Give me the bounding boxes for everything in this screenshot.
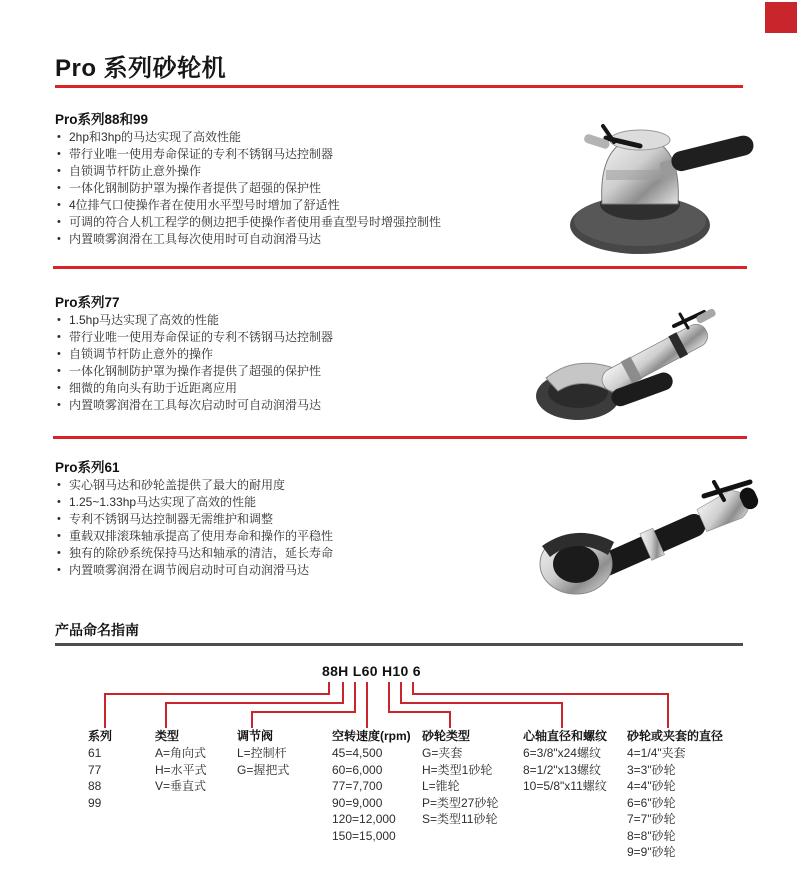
value-item: 120=12,000 <box>332 812 396 826</box>
connector-line <box>388 711 451 713</box>
connector-line <box>400 702 563 704</box>
vertical-grinder-illustration <box>548 112 768 262</box>
title-rule <box>55 85 743 88</box>
connector-line <box>165 702 344 704</box>
column-header-speed: 空转速度(rpm) <box>332 729 411 743</box>
connector-line <box>354 682 356 713</box>
value-item: S=类型11砂轮 <box>422 812 498 826</box>
value-item: A=角向式 <box>155 746 207 760</box>
value-item: P=类型27砂轮 <box>422 795 499 810</box>
feature-item: • 一体化钢制防护罩为操作者提供了超强的保护性 <box>55 363 505 380</box>
air-inlet <box>695 308 716 324</box>
value-item: 6=6"砂轮 <box>627 795 676 810</box>
connector-line <box>104 693 330 695</box>
connector-line <box>104 693 106 728</box>
value-item: 77=7,700 <box>332 779 383 793</box>
column-header-series: 系列 <box>88 729 113 743</box>
value-item: V=垂直式 <box>155 779 207 793</box>
feature-item: • 自锁调节杆防止意外操作 <box>55 163 505 180</box>
section-heading-77: Pro系列77 <box>55 295 120 310</box>
section-heading-88-99: Pro系列88和99 <box>55 112 149 127</box>
section-divider <box>53 436 747 439</box>
value-item: 4=1/4"夹套 <box>627 746 686 760</box>
section-heading-61: Pro系列61 <box>55 460 120 475</box>
feature-list-61 <box>55 477 505 579</box>
feature-item: • 一体化钢制防护罩为操作者提供了超强的保护性 <box>55 180 505 197</box>
column-values-diameter <box>627 745 686 861</box>
angle-grinder-illustration <box>528 292 728 432</box>
value-item: 45=4,500 <box>332 746 383 760</box>
value-item: 9=9"砂轮 <box>627 845 676 859</box>
value-item: 8=1/2"x13螺纹 <box>523 762 601 777</box>
column-values-series <box>88 745 101 811</box>
value-item: G=夹套 <box>422 746 463 760</box>
model-code: 88H L60 H10 6 <box>322 663 421 679</box>
value-item: 6=3/8"x24螺纹 <box>523 746 601 760</box>
value-item: 4=4"砂轮 <box>627 779 676 793</box>
feature-item: • 带行业唯一使用寿命保证的专利不锈钢马达控制器 <box>55 329 505 346</box>
feature-item: • 内置喷雾润滑在工具每次使用时可自动润滑马达 <box>55 231 505 248</box>
connector-line <box>388 682 390 713</box>
feature-item: • 实心钢马达和砂轮盖提供了最大的耐用度 <box>55 477 505 494</box>
connector-line <box>342 682 344 704</box>
connector-line <box>449 711 451 728</box>
column-header-spindle: 心轴直径和螺纹 <box>523 729 608 743</box>
connector-line <box>412 693 669 695</box>
feature-item: • 内置喷雾润滑在调节阀启动时可自动润滑马达 <box>55 562 505 579</box>
feature-item: • 可调的符合人机工程学的侧边把手使操作者使用垂直型号时增强控制性 <box>55 214 505 231</box>
feature-list-77 <box>55 312 505 414</box>
column-header-wheel-type: 砂轮类型 <box>422 729 471 743</box>
value-item: 8=8"砂轮 <box>627 828 676 843</box>
value-item: 90=9,000 <box>332 795 383 810</box>
page-title: Pro 系列砂轮机 <box>55 55 227 82</box>
feature-item: • 独有的除砂系统保持马达和轴承的清洁，延长寿命 <box>55 545 505 562</box>
page-corner-tab <box>765 2 797 33</box>
feature-item: • 1.25~1.33hp马达实现了高效的性能 <box>55 494 505 511</box>
connector-line <box>400 682 402 704</box>
value-item: 88 <box>88 779 102 793</box>
feature-item: • 内置喷雾润滑在工具每次启动时可自动润滑马达 <box>55 397 505 414</box>
feature-item: • 专利不锈钢马达控制器无需维护和调整 <box>55 511 505 528</box>
value-item: G=握把式 <box>237 762 290 777</box>
section-divider <box>53 266 747 269</box>
connector-line <box>561 702 563 728</box>
feature-list-88-99 <box>55 129 505 248</box>
product-photo-88-99 <box>548 112 768 267</box>
value-item: 150=15,000 <box>332 828 396 843</box>
column-values-valve <box>237 745 289 778</box>
horizontal-grinder-illustration <box>528 450 778 610</box>
product-photo-77 <box>528 292 728 437</box>
grinding-wheel <box>553 545 599 583</box>
connector-line <box>667 693 669 728</box>
column-values-wheel-type <box>422 745 498 828</box>
connector-line <box>366 682 368 728</box>
naming-guide-rule <box>55 643 743 646</box>
feature-item: • 带行业唯一使用寿命保证的专利不锈钢马达控制器 <box>55 146 505 163</box>
naming-guide-heading: 产品命名指南 <box>55 622 139 638</box>
value-item: 61 <box>88 746 102 760</box>
connector-line <box>165 702 167 728</box>
value-item: H=类型1砂轮 <box>422 762 493 777</box>
feature-item: • 细微的角向头有助于近距离应用 <box>55 380 505 397</box>
feature-item: • 4位排气口使操作者在使用水平型号时增加了舒适性 <box>55 197 505 214</box>
feature-item: • 重载双排滚珠轴承提高了使用寿命和操作的平稳性 <box>55 528 505 545</box>
value-item: L=锥轮 <box>422 779 460 793</box>
value-item: 10=5/8"x11螺纹 <box>523 779 607 793</box>
feature-item: • 2hp和3hp的马达实现了高效性能 <box>55 129 505 146</box>
column-values-spindle <box>523 745 607 795</box>
value-item: L=控制杆 <box>237 746 287 760</box>
product-photo-61 <box>528 450 778 615</box>
value-item: 99 <box>88 795 102 810</box>
column-header-type: 类型 <box>155 729 180 743</box>
value-item: 60=6,000 <box>332 762 383 777</box>
connector-line <box>251 711 253 728</box>
value-item: H=水平式 <box>155 762 207 777</box>
side-handle <box>658 133 756 176</box>
feature-item: • 自锁调节杆防止意外的操作 <box>55 346 505 363</box>
column-header-diameter: 砂轮或夹套的直径 <box>627 729 724 743</box>
value-item: 77 <box>88 762 102 777</box>
column-values-type <box>155 745 207 795</box>
value-item: 7=7"砂轮 <box>627 812 676 826</box>
value-item: 3=3"砂轮 <box>627 762 676 777</box>
connector-line <box>251 711 356 713</box>
column-header-valve: 调节阀 <box>237 729 274 743</box>
column-values-speed <box>332 745 396 844</box>
feature-item: • 1.5hp马达实现了高效的性能 <box>55 312 505 329</box>
